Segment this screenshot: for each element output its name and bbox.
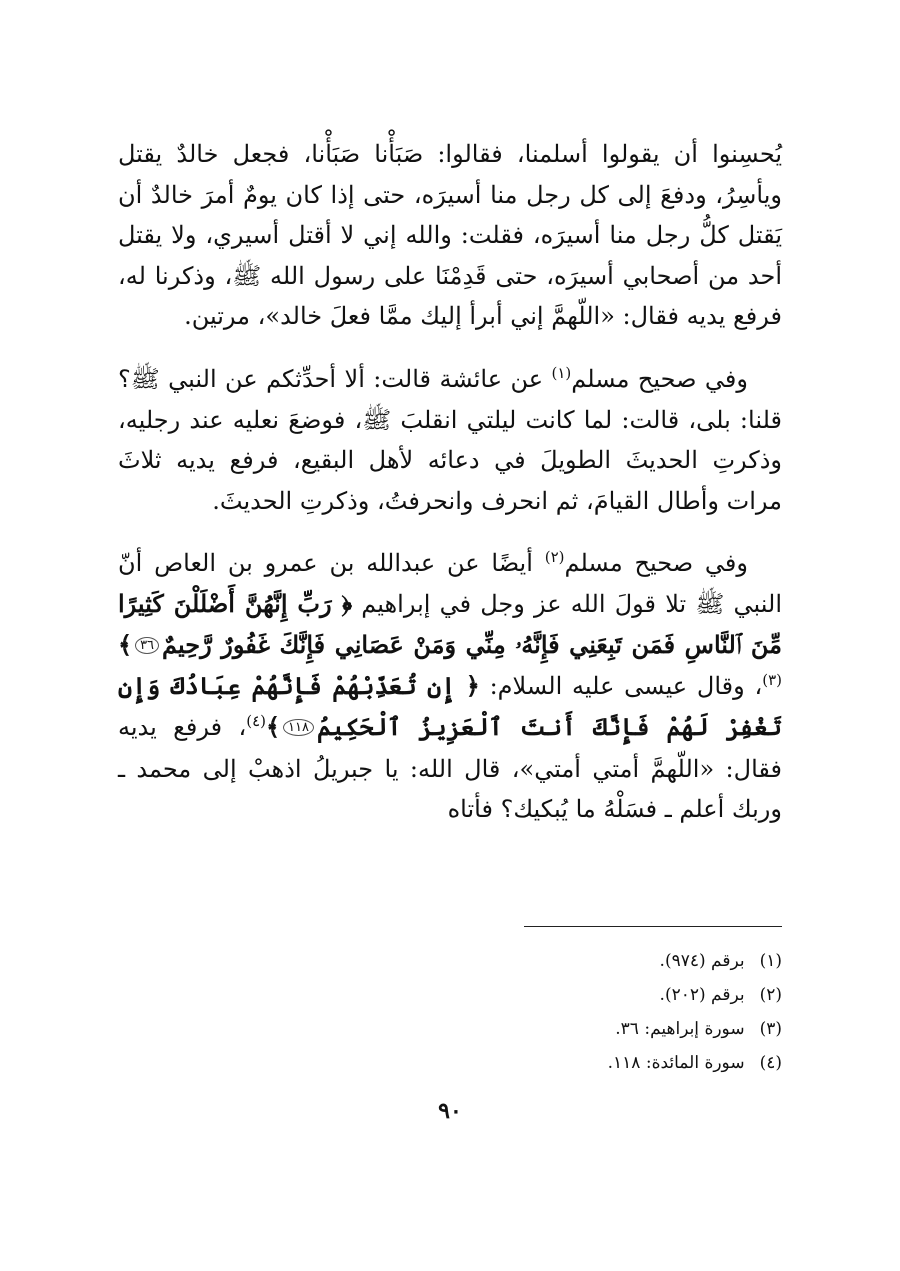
footnote-separator: [524, 926, 782, 927]
paragraph-2-lead: وفي صحيح مسلم: [571, 364, 748, 393]
footnote-text: سورة إبراهيم: ٣٦.: [615, 1019, 745, 1039]
paragraph-2: [118, 359, 782, 521]
quran-verse-maidah: ﴿ إِن تُعَذِّبْهُمْ فَإِنَّهُمْ عِبَادُكَ وَإِن تَغْفِرْ لَهُمْ فَإِنَّكَ أَنتَ ٱلْعَزِيزُ ٱلْحَكِيمُ: [118, 671, 782, 741]
footnote-text: سورة المائدة: ١١٨.: [607, 1053, 745, 1073]
footnote-4: [400, 1046, 782, 1080]
footnotes: [400, 944, 782, 1080]
footnote-number: (١): [759, 951, 782, 971]
footnote-marker-2: (٢): [544, 548, 565, 567]
paragraph-3-text-2: ، وقال عيسى عليه السلام:: [479, 672, 763, 701]
footnote-2: [400, 978, 782, 1012]
main-text: [118, 134, 782, 830]
quran-verse-ibrahim: ﴿ رَبِّ إِنَّهُنَّ أَضْلَلْنَ كَثِيرًا مِّنَ ٱلنَّاسِ فَمَن تَبِعَنِي فَإِنَّهُۥ مِنِّي وَمَنْ عَصَانِي فَإِنَّكَ غَفُورٌ رَّحِيمٌ: [118, 588, 782, 659]
footnote-number: (٣): [759, 1019, 782, 1039]
ayah-number-36: ٣٦: [135, 637, 159, 654]
page-number: ٩٠: [438, 1098, 462, 1124]
paragraph-3-lead: وفي صحيح مسلم: [564, 549, 748, 578]
ayah-number-118: ١١٨: [283, 719, 314, 736]
footnote-text: برقم (٢٠٢).: [659, 985, 745, 1005]
quran-bracket-close-2: ﴾: [265, 711, 281, 741]
paragraph-2-text: عن عائشة قالت: ألا أحدِّثكم عن النبي ﷺ؟ قلنا: بلى، قالت: لما كانت ليلتي انقلبَ ﷺ، فوضعَ نعليه عند رجليه، وذكرتِ الحديثَ الطويلَ في دعائه لأهل البقيع، فرفع يديه ثلاثَ مرات وأطال القيامَ، ثم انحرف وانحرفتُ، وذكرتِ الحديثَ.: [118, 364, 782, 515]
footnote-marker-4: (٤): [246, 711, 266, 730]
footnote-marker-1: (١): [551, 363, 572, 382]
paragraph-3: [118, 543, 782, 830]
paragraph-1: [118, 134, 782, 337]
paragraph-1-text: يُحسِنوا أن يقولوا أسلمنا، فقالوا: صَبَأْنا صَبَأْنا، فجعل خالدٌ يقتل ويأسِرُ، ودفعَ إلى كل رجل منا أسيرَه، حتى إذا كان يومٌ أمرَ خالدٌ أن يَقتل كلُّ رجل منا أسيرَه، فقلت: والله إني لا أقتل أسيري، ولا يقتل أحد من أصحابي أسيرَه، حتى قَدِمْنَا على رسول الله ﷺ، وذكرنا له، فرفع يديه فقال: «اللّهمَّ إني أبرأ إليك ممَّا فعلَ خالد»، مرتين.: [118, 140, 782, 331]
paragraph-3-text-3: ، فرفع يديه فقال: «اللّهمَّ أمتي أمتي»، قال الله: يا جبريلُ اذهبْ إلى محمد ـ وربك أعلم ـ فسَلْهُ ما يُبكيك؟ فأتاه: [118, 712, 782, 824]
quran-bracket-close-1: ﴾: [118, 629, 133, 659]
footnote-1: [400, 944, 782, 978]
footnote-number: (٢): [759, 985, 782, 1005]
paragraph-3-text-1: أيضًا عن عبدالله بن عمرو بن العاص أنّ النبي ﷺ تلا قولَ الله عز وجل في إبراهيم: [118, 549, 782, 618]
footnote-number: (٤): [759, 1053, 782, 1073]
footnote-3: [400, 1012, 782, 1046]
footnote-text: برقم (٩٧٤).: [659, 951, 745, 971]
footnote-marker-3: (٣): [762, 671, 782, 690]
